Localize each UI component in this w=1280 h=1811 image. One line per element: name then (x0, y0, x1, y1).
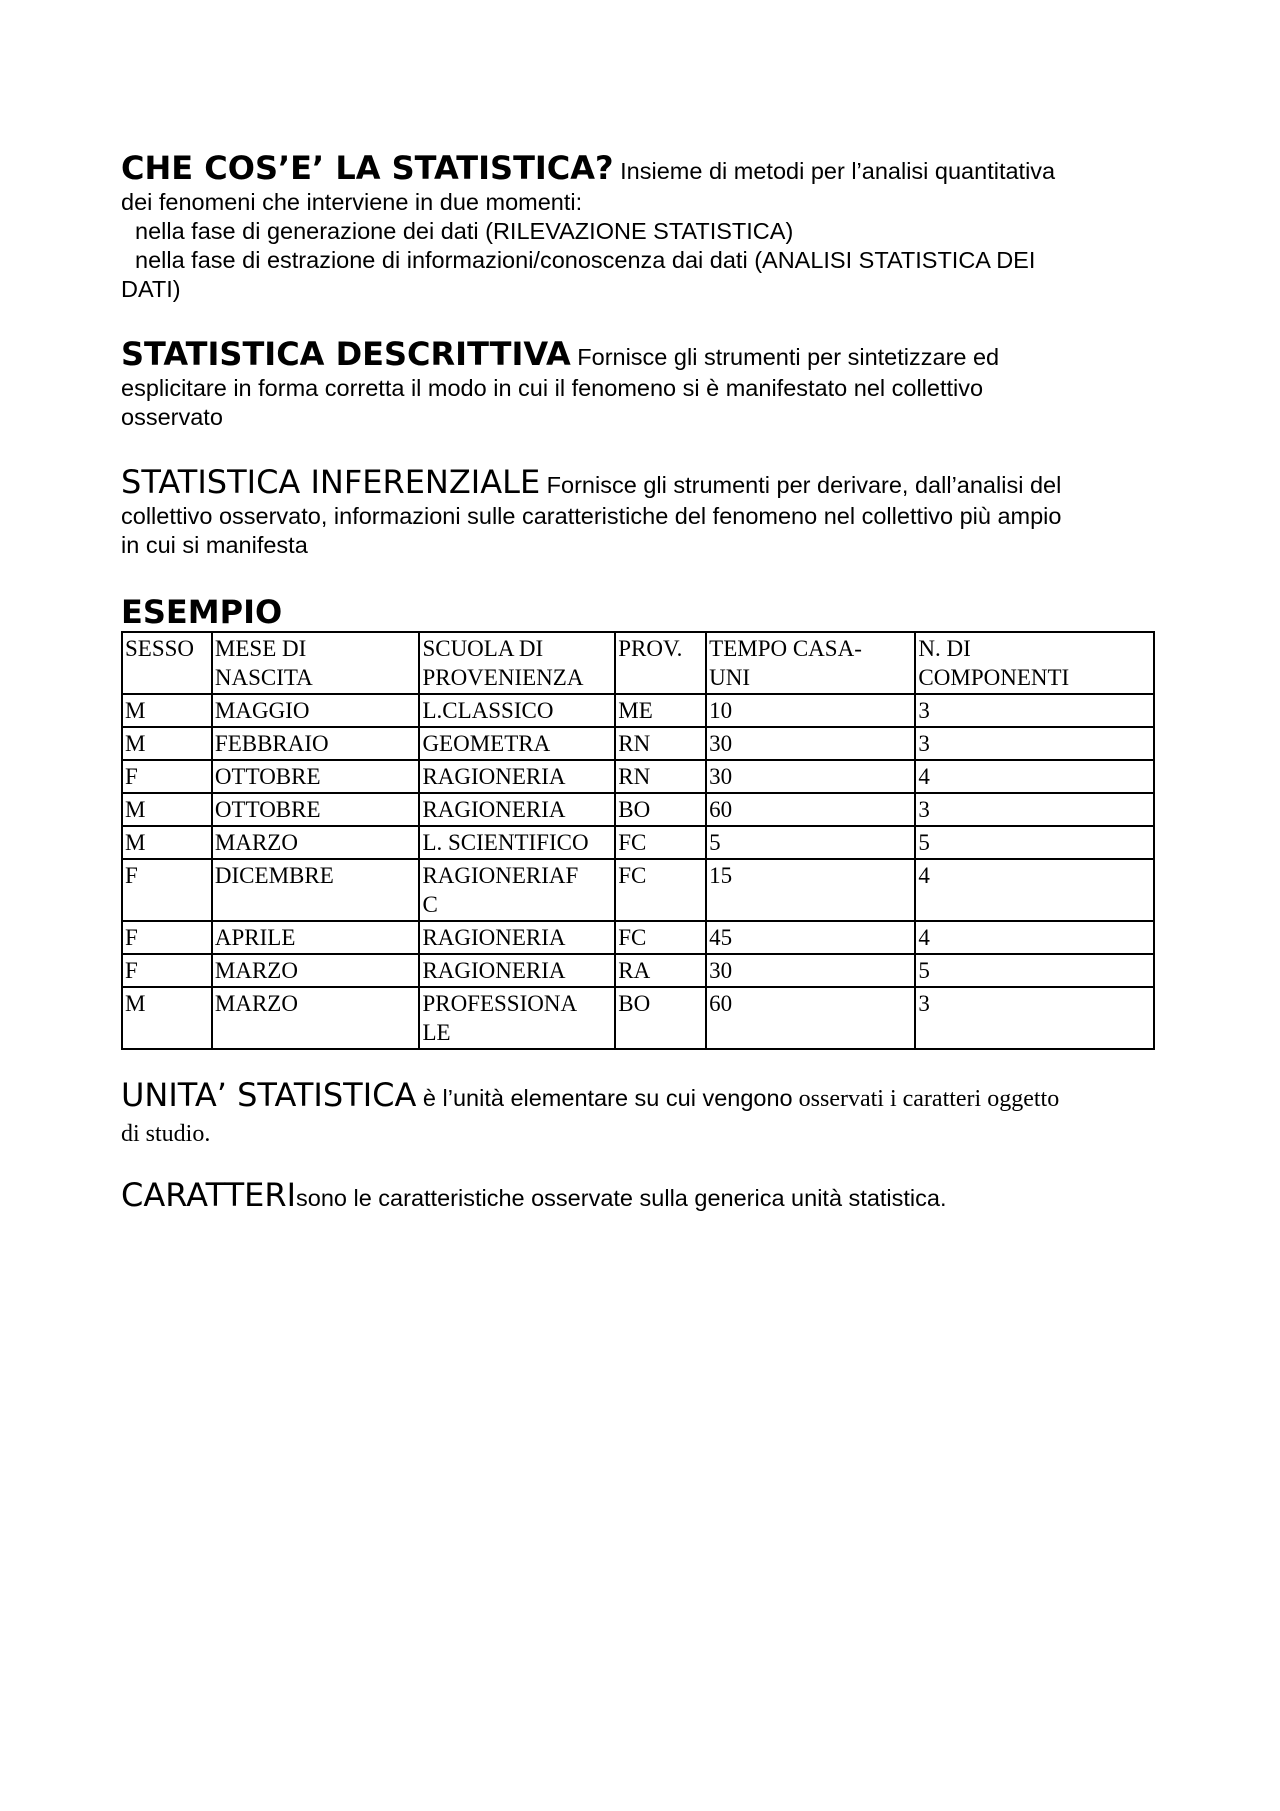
document-page (121, 151, 1161, 1219)
inferenziale-text-line3: in cui si manifesta (121, 532, 308, 558)
table-cell-line: M (125, 830, 146, 855)
table-cell (212, 760, 420, 793)
table-cell-line: RN (618, 764, 651, 789)
table-cell (419, 954, 615, 987)
intro-bullet-1: nella fase di generazione dei dati (RILEVAZIONE STATISTICA) (135, 218, 794, 244)
table-cell-line: RN (618, 731, 651, 756)
table-row (122, 793, 1154, 826)
table-cell (419, 921, 615, 954)
table-cell (122, 727, 212, 760)
table-cell-line: 5 (918, 830, 930, 855)
table-cell (122, 954, 212, 987)
table-cell (615, 859, 706, 921)
table-cell-line: COMPONENTI (918, 665, 1070, 690)
table-cell-line: L. SCIENTIFICO (422, 830, 589, 855)
table-cell (122, 793, 212, 826)
table-cell-line: 60 (709, 797, 733, 822)
table-body (122, 632, 1154, 1049)
table-cell (706, 921, 915, 954)
unita-text-serif-line2: di studio. (121, 1121, 211, 1147)
table-cell-line: 4 (918, 764, 930, 789)
table-cell-line: 10 (709, 698, 733, 723)
table-cell-line: BO (618, 991, 651, 1016)
table-cell-line: 3 (918, 797, 930, 822)
table-row (122, 859, 1154, 921)
table-cell-line: 4 (918, 863, 930, 888)
table-cell-line: FC (618, 863, 647, 888)
table-cell (615, 987, 706, 1049)
table-cell (915, 727, 1154, 760)
table-cell (706, 632, 915, 694)
descrittiva-text-line1: Fornisce gli strumenti per sintetizzare ed (570, 344, 1000, 370)
table-cell (212, 921, 420, 954)
table-cell (419, 859, 615, 921)
table-cell-line: F (125, 958, 138, 983)
table-row (122, 826, 1154, 859)
table-cell-line: M (125, 991, 146, 1016)
table-cell (915, 632, 1154, 694)
table-cell (122, 694, 212, 727)
table-cell (915, 859, 1154, 921)
table-cell (615, 727, 706, 760)
table-cell-line: PROV. (618, 636, 683, 661)
unita-text-sans: è l’unità elementare su cui vengono (416, 1085, 793, 1111)
table-cell-line: RAGIONERIA (422, 925, 566, 950)
table-cell-line: MESE DI (214, 636, 307, 661)
table-cell (706, 760, 915, 793)
table-header-row (122, 632, 1154, 694)
table-cell (212, 826, 420, 859)
table-cell-line: MARZO (214, 830, 298, 855)
table-cell (706, 826, 915, 859)
table-cell-line: 5 (918, 958, 930, 983)
unita-text-serif-line1: osservati i caratteri oggetto (792, 1086, 1060, 1112)
intro-bullet-2-cont: DATI) (121, 276, 181, 302)
table-cell-line: 3 (918, 698, 930, 723)
intro-bullet-2: nella fase di estrazione di informazioni/conoscenza dai dati (ANALISI STATISTICA DEI (135, 247, 1036, 273)
table-cell-line: M (125, 731, 146, 756)
table-cell (915, 826, 1154, 859)
table-cell (615, 954, 706, 987)
table-cell (122, 760, 212, 793)
table-cell-line: M (125, 797, 146, 822)
table-cell-line: LE (422, 1020, 451, 1045)
table-row (122, 760, 1154, 793)
table-row (122, 727, 1154, 760)
intro-text-line2: dei fenomeni che interviene in due momenti: (121, 189, 583, 215)
table-cell-line: FEBBRAIO (214, 731, 329, 756)
table-cell (122, 632, 212, 694)
intro-section (121, 151, 1161, 304)
table-cell-line: F (125, 863, 138, 888)
table-cell (212, 632, 420, 694)
table-cell (212, 727, 420, 760)
table-cell (706, 793, 915, 826)
table-cell-line: 45 (709, 925, 733, 950)
table-cell (212, 694, 420, 727)
table-cell (706, 694, 915, 727)
table-cell-line: 30 (709, 764, 733, 789)
table-cell-line: MAGGIO (214, 698, 310, 723)
table-cell (122, 826, 212, 859)
table-cell-line: DICEMBRE (214, 863, 334, 888)
inferenziale-section (121, 465, 1161, 560)
table-cell-line: MARZO (214, 991, 298, 1016)
table-cell-line: APRILE (214, 925, 296, 950)
table-cell-line: SCUOLA DI (422, 636, 544, 661)
descrittiva-text-line2: esplicitare in forma corretta il modo in cui il fenomeno si è manifestato nel collettivo (121, 375, 984, 401)
table-row (122, 921, 1154, 954)
caratteri-section (121, 1178, 1161, 1219)
table-cell (915, 760, 1154, 793)
table-cell-line: F (125, 925, 138, 950)
table-cell-line: 15 (709, 863, 733, 888)
intro-text-line1: Insieme di metodi per l’analisi quantitativa (613, 158, 1056, 184)
table-cell-line: 60 (709, 991, 733, 1016)
table-cell-line: 3 (918, 731, 930, 756)
table-cell-line: FC (618, 830, 647, 855)
descrittiva-title: STATISTICA DESCRITTIVA (121, 335, 571, 373)
table-cell-line: MARZO (214, 958, 298, 983)
caratteri-title: CARATTERI (121, 1176, 296, 1214)
table-cell-line: GEOMETRA (422, 731, 551, 756)
unita-section (121, 1078, 1161, 1149)
table-row (122, 987, 1154, 1049)
table-cell (419, 694, 615, 727)
inferenziale-text-line1: Fornisce gli strumenti per derivare, dall’analisi del (540, 472, 1062, 498)
table-cell (915, 954, 1154, 987)
table-cell (419, 632, 615, 694)
table-cell-line: F (125, 764, 138, 789)
table-cell (419, 760, 615, 793)
example-table (121, 631, 1155, 1050)
table-cell-line: RAGIONERIAF (422, 863, 579, 888)
intro-title: CHE COS’E’ LA STATISTICA? (121, 149, 614, 187)
table-cell (615, 694, 706, 727)
table-cell-line: 3 (918, 991, 930, 1016)
table-cell (122, 921, 212, 954)
table-cell (706, 987, 915, 1049)
table-cell-line: TEMPO CASA- (709, 636, 862, 661)
table-cell (615, 793, 706, 826)
table-cell-line: BO (618, 797, 651, 822)
inferenziale-text-line2: collettivo osservato, informazioni sulle caratteristiche del fenomeno nel collettivo più ampio (121, 503, 1062, 529)
descrittiva-text-line3: osservato (121, 404, 223, 430)
table-cell-line: OTTOBRE (214, 797, 321, 822)
table-cell (212, 859, 420, 921)
table-cell (212, 954, 420, 987)
table-cell (419, 793, 615, 826)
caratteri-text: sono le caratteristiche osservate sulla generica unità statistica. (296, 1185, 947, 1211)
table-cell (915, 987, 1154, 1049)
table-cell-line: RAGIONERIA (422, 797, 566, 822)
table-cell (615, 826, 706, 859)
table-cell-line: NASCITA (214, 665, 313, 690)
table-cell-line: PROVENIENZA (422, 665, 584, 690)
table-cell-line: PROFESSIONA (422, 991, 578, 1016)
table-cell (615, 632, 706, 694)
table-cell-line: SESSO (125, 636, 195, 661)
table-cell-line: M (125, 698, 146, 723)
table-cell (212, 793, 420, 826)
table-cell (706, 859, 915, 921)
table-cell-line: RA (618, 958, 651, 983)
table-cell (212, 987, 420, 1049)
table-cell (915, 793, 1154, 826)
table-cell-line: C (422, 892, 438, 917)
table-cell (915, 921, 1154, 954)
table-cell (419, 987, 615, 1049)
table-row (122, 954, 1154, 987)
table-cell-line: 4 (918, 925, 930, 950)
table-cell (915, 694, 1154, 727)
table-cell (122, 987, 212, 1049)
inferenziale-title: STATISTICA INFERENZIALE (121, 463, 541, 501)
table-cell-line: FC (618, 925, 647, 950)
descrittiva-section (121, 337, 1161, 432)
table-cell-line: 5 (709, 830, 721, 855)
table-cell (419, 826, 615, 859)
table-cell (615, 760, 706, 793)
table-cell (615, 921, 706, 954)
esempio-title: ESEMPIO (121, 593, 283, 631)
table-cell-line: OTTOBRE (214, 764, 321, 789)
table-cell-line: 30 (709, 958, 733, 983)
table-cell-line: ME (618, 698, 653, 723)
table-cell (706, 954, 915, 987)
table-cell-line: N. DI (918, 636, 971, 661)
table-row (122, 694, 1154, 727)
unita-title: UNITA’ STATISTICA (121, 1076, 417, 1114)
table-cell (419, 727, 615, 760)
table-cell-line: RAGIONERIA (422, 958, 566, 983)
table-cell (122, 859, 212, 921)
table-cell-line: UNI (709, 665, 751, 690)
table-cell (706, 727, 915, 760)
table-cell-line: L.CLASSICO (422, 698, 554, 723)
table-cell-line: RAGIONERIA (422, 764, 566, 789)
table-cell-line: 30 (709, 731, 733, 756)
